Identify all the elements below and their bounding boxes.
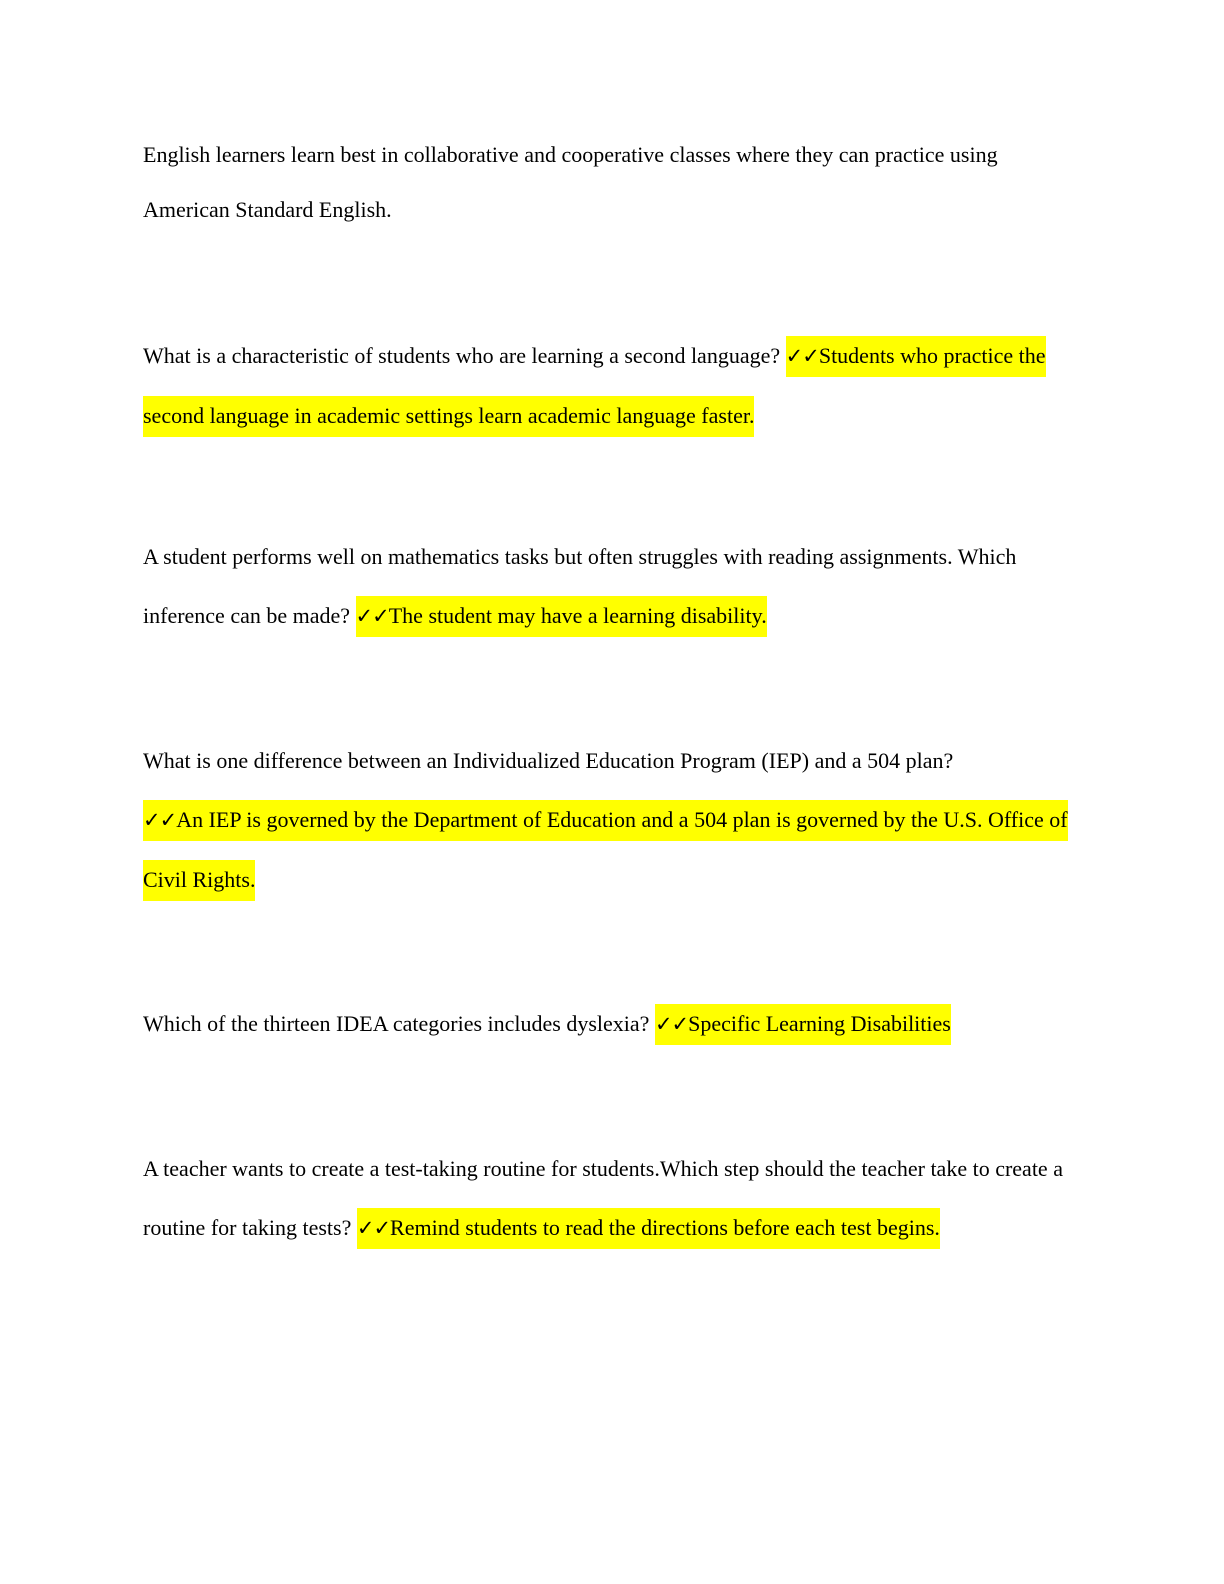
question-text: A teacher wants to create a test-taking routine for students.Which step should the teacher take to create a routine for taking tests? bbox=[143, 1156, 1063, 1240]
qa-item bbox=[143, 1139, 1078, 1258]
double-check-icon: ✓✓ bbox=[355, 604, 389, 628]
qa-item bbox=[143, 326, 1078, 445]
highlighted-answer bbox=[356, 596, 767, 637]
double-check-icon: ✓✓ bbox=[356, 1216, 391, 1240]
answer-text: Specific Learning Disabilities bbox=[688, 1011, 951, 1036]
question-text: What is a characteristic of students who are learning a second language? bbox=[143, 343, 781, 368]
question-text: Which of the thirteen IDEA categories includes dyslexia? bbox=[143, 1011, 650, 1036]
double-check-icon: ✓✓ bbox=[143, 808, 177, 832]
answer-text: Remind students to read the directions before each test begins. bbox=[390, 1215, 940, 1240]
intro-paragraph bbox=[143, 127, 1078, 237]
qa-item bbox=[143, 994, 1078, 1054]
qa-item bbox=[143, 527, 1078, 646]
highlighted-answer bbox=[655, 1004, 951, 1045]
question-text: A student performs well on mathematics tasks but often struggles with reading assignments. Which inference can be made? bbox=[143, 544, 1017, 628]
question-text: What is one difference between an Individualized Education Program (IEP) and a 504 plan? bbox=[143, 748, 954, 773]
qa-item bbox=[143, 731, 1078, 909]
answer-text: An IEP is governed by the Department of Education and a 504 plan is governed by the U.S. Office of Civil Rights. bbox=[143, 807, 1068, 892]
double-check-icon: ✓✓ bbox=[785, 344, 819, 368]
highlighted-answer bbox=[143, 800, 1068, 901]
double-check-icon: ✓✓ bbox=[654, 1012, 689, 1036]
answer-text: The student may have a learning disability. bbox=[388, 603, 767, 628]
highlighted-answer bbox=[357, 1208, 940, 1249]
answer-text: Students who practice the second language in academic settings learn academic language faster. bbox=[143, 343, 1046, 428]
intro-text: English learners learn best in collaborative and cooperative classes where they can practice using American Standard English. bbox=[143, 142, 998, 222]
